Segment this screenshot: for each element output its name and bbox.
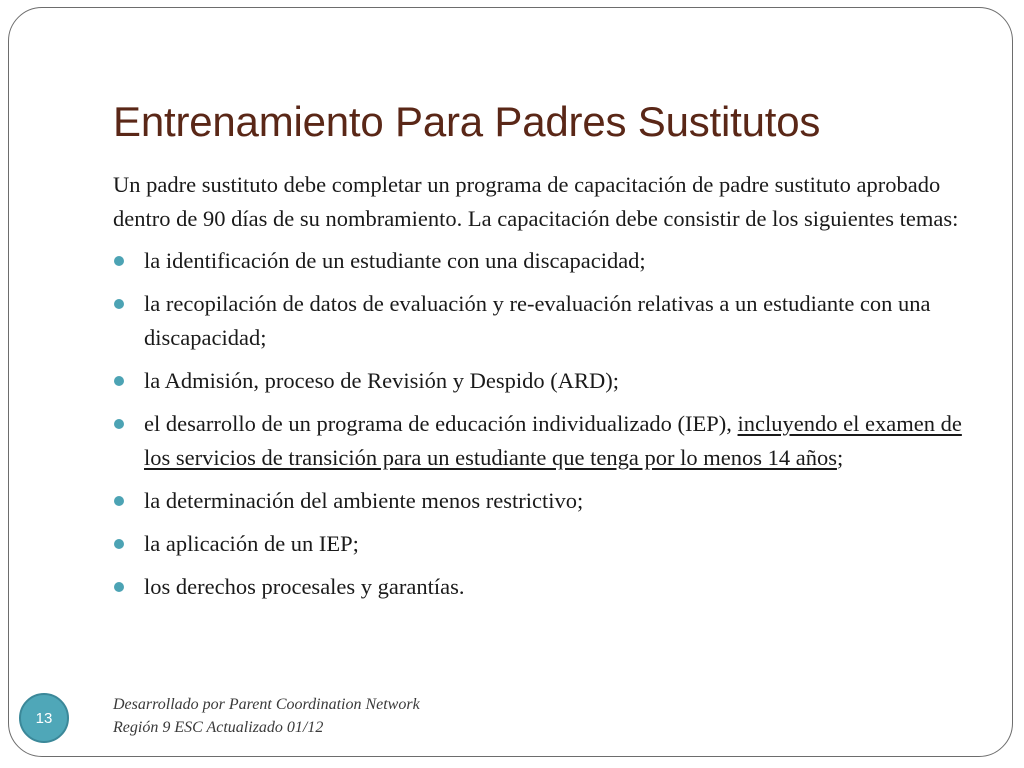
list-item-text: [144, 411, 962, 470]
list-item-text: los derechos procesales y garantías.: [144, 574, 465, 599]
intro-paragraph: Un padre sustituto debe completar un programa de capacitación de padre sustituto aprobado dentro de 90 días de su nombramiento. La capacitación debe consistir de los siguientes temas:: [113, 172, 959, 231]
list-item-punctuation: ;: [836, 445, 844, 470]
bullet-dot-icon: [114, 376, 124, 386]
footer-region-date: Región 9 ESC Actualizado 01/12: [113, 719, 324, 736]
list-item: [113, 287, 973, 355]
list-item: [113, 570, 973, 604]
list-item: [113, 484, 973, 518]
bullet-dot-icon: [114, 496, 124, 506]
transition-services-text: incluyendo el examen de los servicios de transición para un estudiante que tenga por lo menos 14 años: [144, 411, 962, 470]
list-item-text: la identificación de un estudiante con una discapacidad;: [144, 248, 646, 273]
slide-footer: [113, 693, 420, 739]
bullet-dot-icon: [114, 419, 124, 429]
list-item: [113, 527, 973, 561]
iep-text: el desarrollo de un programa de educación individualizado (IEP),: [144, 411, 738, 436]
slide-content: [113, 168, 973, 613]
list-item: [113, 244, 973, 278]
list-item: [113, 364, 973, 398]
bullet-dot-icon: [114, 539, 124, 549]
bullet-dot-icon: [114, 256, 124, 266]
bullet-dot-icon: [114, 582, 124, 592]
list-item-text: la aplicación de un IEP;: [144, 531, 359, 556]
topic-list: [113, 244, 973, 604]
list-item-text: la Admisión, proceso de Revisión y Despido (ARD);: [144, 368, 619, 393]
slide-title: Entrenamiento Para Padres Sustitutos: [113, 98, 821, 145]
list-item: [113, 407, 973, 475]
page-number-badge: 13: [19, 693, 69, 743]
footer-credit: Desarrollado por Parent Coordination Network: [113, 696, 420, 713]
bullet-dot-icon: [114, 299, 124, 309]
list-item-text: la recopilación de datos de evaluación y re-evaluación relativas a un estudiante con una discapacidad;: [144, 291, 931, 350]
list-item-text: la determinación del ambiente menos restrictivo;: [144, 488, 584, 513]
